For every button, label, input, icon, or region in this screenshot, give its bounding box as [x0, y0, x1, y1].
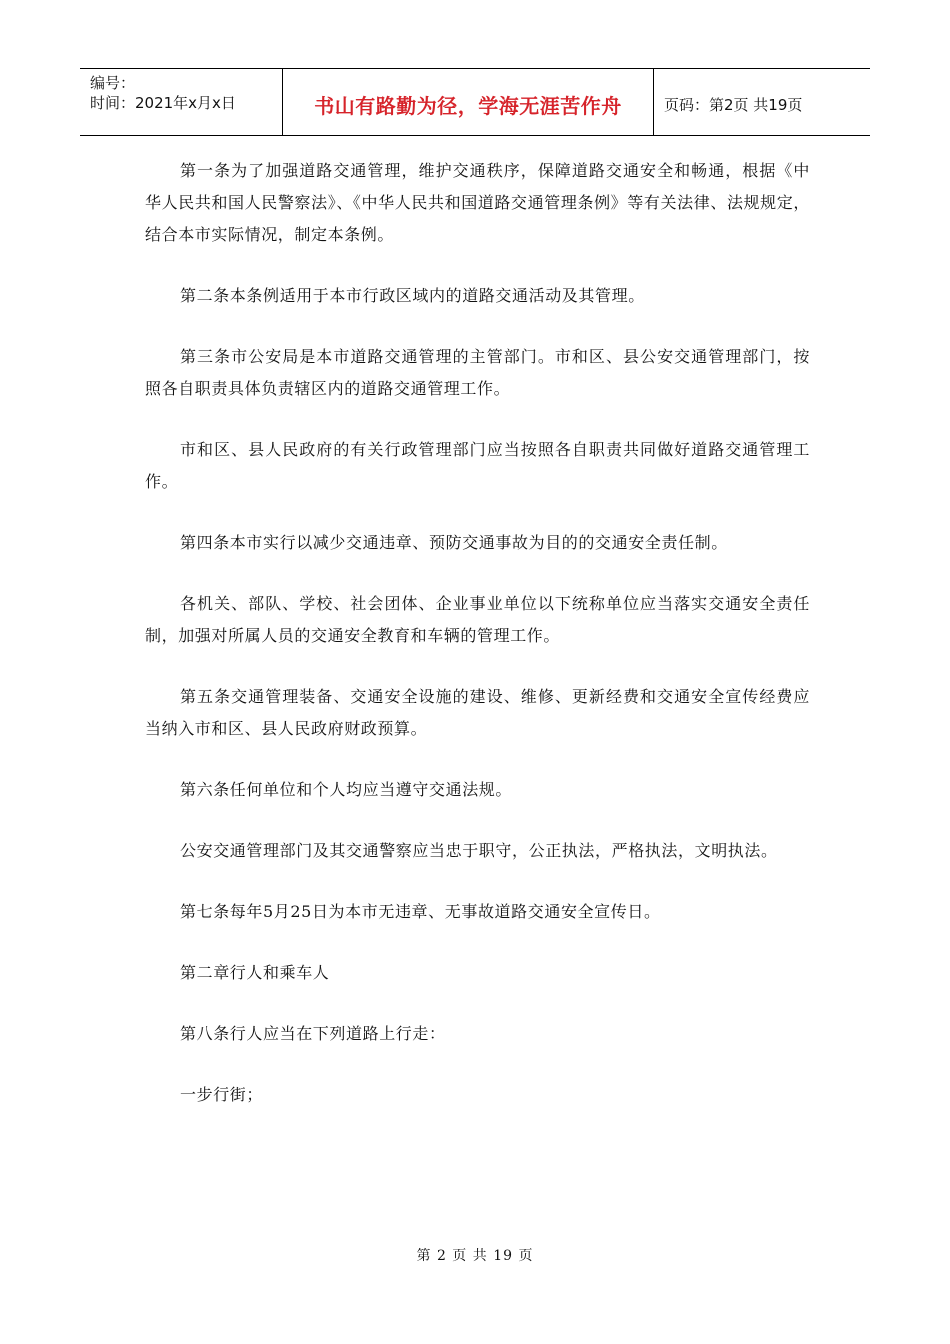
document-number-label: 编号： [90, 74, 136, 92]
paragraph: 第一条为了加强道路交通管理，维护交通秩序，保障道路交通安全和畅通，根据《中华人民共和国人民警察法》、《中华人民共和国道路交通管理条例》等有关法律、法规规定，结合本市实际情况，制定本条例。 [145, 161, 810, 244]
paragraph: 市和区、县人民政府的有关行政管理部门应当按照各自职责共同做好道路交通管理工作。 [145, 440, 810, 491]
page-header [80, 68, 870, 136]
paragraph: 第六条任何单位和个人均应当遵守交通法规。 [180, 780, 513, 799]
paragraph: 第四条本市实行以减少交通违章、预防交通事故为目的的交通安全责任制。 [180, 533, 728, 552]
header-motto: 书山有路勤为径，学海无涯苦作舟 [282, 69, 654, 135]
paragraph: 第三条市公安局是本市道路交通管理的主管部门。市和区、县公安交通管理部门，按照各自职责具体负责辖区内的道路交通管理工作。 [145, 347, 810, 398]
document-time-label: 时间：2021年x月x日 [90, 94, 236, 112]
paragraph: 第七条每年5月25日为本市无违章、无事故道路交通安全宣传日。 [180, 902, 661, 921]
paragraph: 一步行街； [180, 1085, 264, 1104]
paragraph: 第八条行人应当在下列道路上行走： [180, 1024, 446, 1043]
page-footer: 第 2 页 共 19 页 [416, 1248, 534, 1264]
paragraph: 第二条本条例适用于本市行政区域内的道路交通活动及其管理。 [180, 286, 645, 305]
header-meta [80, 69, 282, 135]
chapter-heading: 第二章行人和乘车人 [180, 963, 330, 982]
paragraph: 第五条交通管理装备、交通安全设施的建设、维修、更新经费和交通安全宣传经费应当纳入市和区、县人民政府财政预算。 [145, 687, 810, 738]
paragraph: 各机关、部队、学校、社会团体、企业事业单位以下统称单位应当落实交通安全责任制，加强对所属人员的交通安全教育和车辆的管理工作。 [145, 594, 810, 645]
paragraph: 公安交通管理部门及其交通警察应当忠于职守，公正执法，严格执法，文明执法。 [180, 841, 778, 860]
document-body [145, 155, 810, 1140]
header-page-info: 页码：第2页 共19页 [664, 95, 803, 114]
